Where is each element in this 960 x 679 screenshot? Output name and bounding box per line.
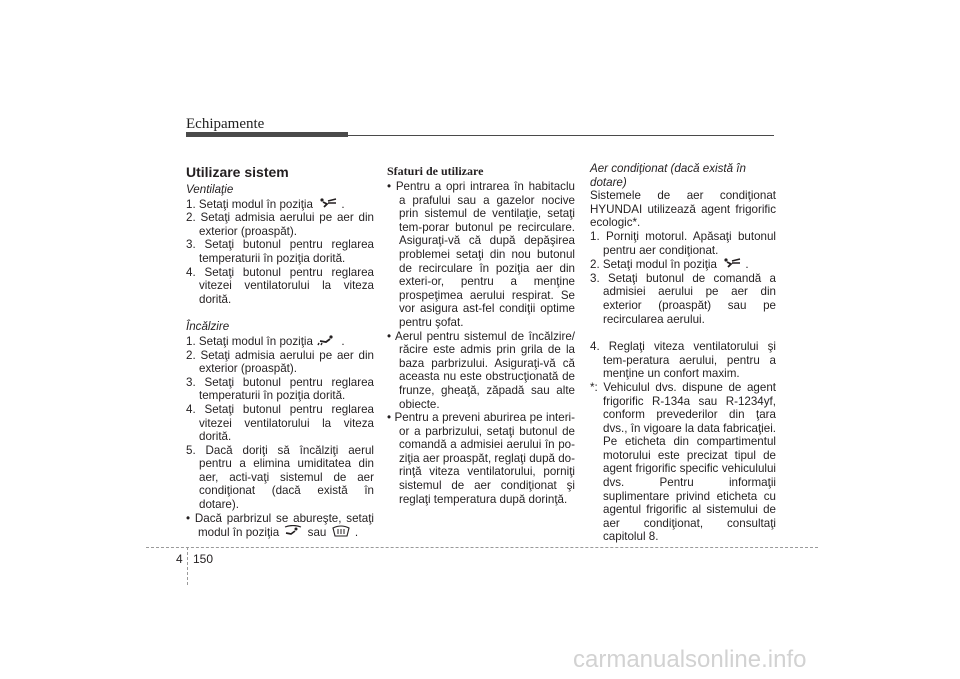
step-text: 1. Setaţi modul în poziţia xyxy=(186,334,313,348)
page-number: 150 xyxy=(193,552,214,566)
list-item: 4. Setaţi butonul pentru reglarea vitezei ventilatorului la viteza dorită. xyxy=(186,265,374,306)
list-item: 1. Setaţi modul în poziţia . xyxy=(186,197,345,211)
list-item: 3. Setaţi butonul pentru reglarea temperaturii în poziţia dorită. xyxy=(186,238,374,265)
mode-face-icon xyxy=(316,197,338,209)
ac-steps xyxy=(590,230,776,381)
tips-list xyxy=(387,180,575,506)
incalzire-steps xyxy=(186,334,374,512)
list-item: • Pentru a opri intrarea în habitaclu a prafului sau a gazelor nocive prin sistemul de ventilaţie, setaţi tem-porar butonul pe recirculare. Asiguraţi-vă că după depăşirea problemei setaţi din nou butonul de recirculare în poziţia aer din exteri-or, pentru a menţine prospeţimea aerului respirat. Se vor asigura ast-fel condiţii optime pentru şofat. xyxy=(387,180,575,329)
header-rule-thick xyxy=(186,132,348,137)
list-item: 1. Setaţi modul în poziţia . xyxy=(186,334,345,348)
ac-intro: Sistemele de aer condiţionat HYUNDAI utilizează agent frigorific ecologic*. xyxy=(590,189,776,230)
bullet-text: • Dacă parbrizul se abureşte, setaţi modul în poziţia xyxy=(186,511,374,540)
header-title: Echipamente xyxy=(186,116,265,132)
column-1 xyxy=(186,162,374,540)
defrost-icon xyxy=(330,525,352,537)
footer-divider xyxy=(187,547,188,585)
step-text: 1. Setaţi modul în poziţia xyxy=(186,197,313,211)
list-item: 4. Reglaţi viteza ventilatorului şi tem-peratura aerului, pentru a menţine un confort maxim. xyxy=(590,340,776,381)
list-item: • Aerul pentru sistemul de încălzire/ răcire este admis prin grila de la baza parbrizului. Asiguraţi-vă că aceasta nu este obstrucţionată de frunze, gheaţă, zăpadă sau alte obiecte. xyxy=(387,329,575,411)
list-item: 2. Setaţi modul în poziţia . xyxy=(590,258,749,272)
footnote: *: Vehiculul dvs. dispune de agent frigorific R-134a sau R-1234yf, conform prevederilor din ţara dvs., în vigoare la data fabricaţiei. Pe eticheta din compartimentul motorului este precizat tipul de agent frigorific specific vehiculului dvs. Pentru informaţii suplimentare privind eticheta cu agentul frigorific al sistemului de aer condiţionat, consultaţi capitolul 8. xyxy=(590,380,776,544)
column-2 xyxy=(387,162,575,506)
ventilatie-steps xyxy=(186,197,374,307)
list-item: 2. Setaţi admisia aerului pe aer din exterior (proaspăt). xyxy=(186,348,374,376)
header-rule-thin xyxy=(348,135,774,136)
section-title: Utilizare sistem xyxy=(186,164,289,180)
ac-heading: Aer condiţionat (dacă există în dotare) xyxy=(590,162,746,189)
chapter-number: 4 xyxy=(176,552,183,566)
list-item: 3. Setaţi butonul de comandă a admisiei aerului pe aer din exterior (proaspăt) sau pe recircularea aerului. xyxy=(590,271,776,326)
list-item: 3. Setaţi butonul pentru reglarea temperaturii în poziţia dorită. xyxy=(186,375,374,403)
column-3 xyxy=(590,162,776,544)
ventilatie-heading: Ventilaţie xyxy=(186,183,234,196)
footer-rule xyxy=(146,547,818,548)
mode-floor-icon xyxy=(316,334,338,346)
watermark: carmanualsonline.info xyxy=(573,646,807,673)
step-text: 2. Setaţi modul în poziţia xyxy=(590,258,717,272)
list-item: 2. Setaţi admisia aerului pe aer din exterior (proaspăt). xyxy=(186,211,374,238)
or-text: sau xyxy=(307,526,327,540)
incalzire-heading: Încălzire xyxy=(186,320,230,334)
list-item: 1. Porniţi motorul. Apăsaţi butonul pentru aer condiţionat. xyxy=(590,229,776,257)
incalzire-notes xyxy=(186,512,374,540)
list-item: • Dacă parbrizul se abureşte, setaţi modul în poziţia sau . xyxy=(186,511,374,540)
mode-floor-defrost-icon xyxy=(282,525,304,537)
list-item: • Pentru a preveni aburirea pe interi-or a parbrizului, setaţi butonul de comandă a admisiei aerului în po-ziţia aer proaspăt, reglaţi după do-rinţă viteza ventilatorului, porniţi sistemul de aer condiţionat şi reglaţi temperatura după dorinţă. xyxy=(387,411,575,506)
list-item: 4. Setaţi butonul pentru reglarea vitezei ventilatorului la viteza dorită. xyxy=(186,402,374,444)
tips-heading: Sfaturi de utilizare xyxy=(387,164,484,178)
mode-face-icon xyxy=(720,257,742,269)
list-item: 5. Dacă doriţi să încălziţi aerul pentru a elimina umiditatea din aer, acti-vaţi sistemul de aer condiţionat (dacă există în dotare). xyxy=(186,443,374,512)
